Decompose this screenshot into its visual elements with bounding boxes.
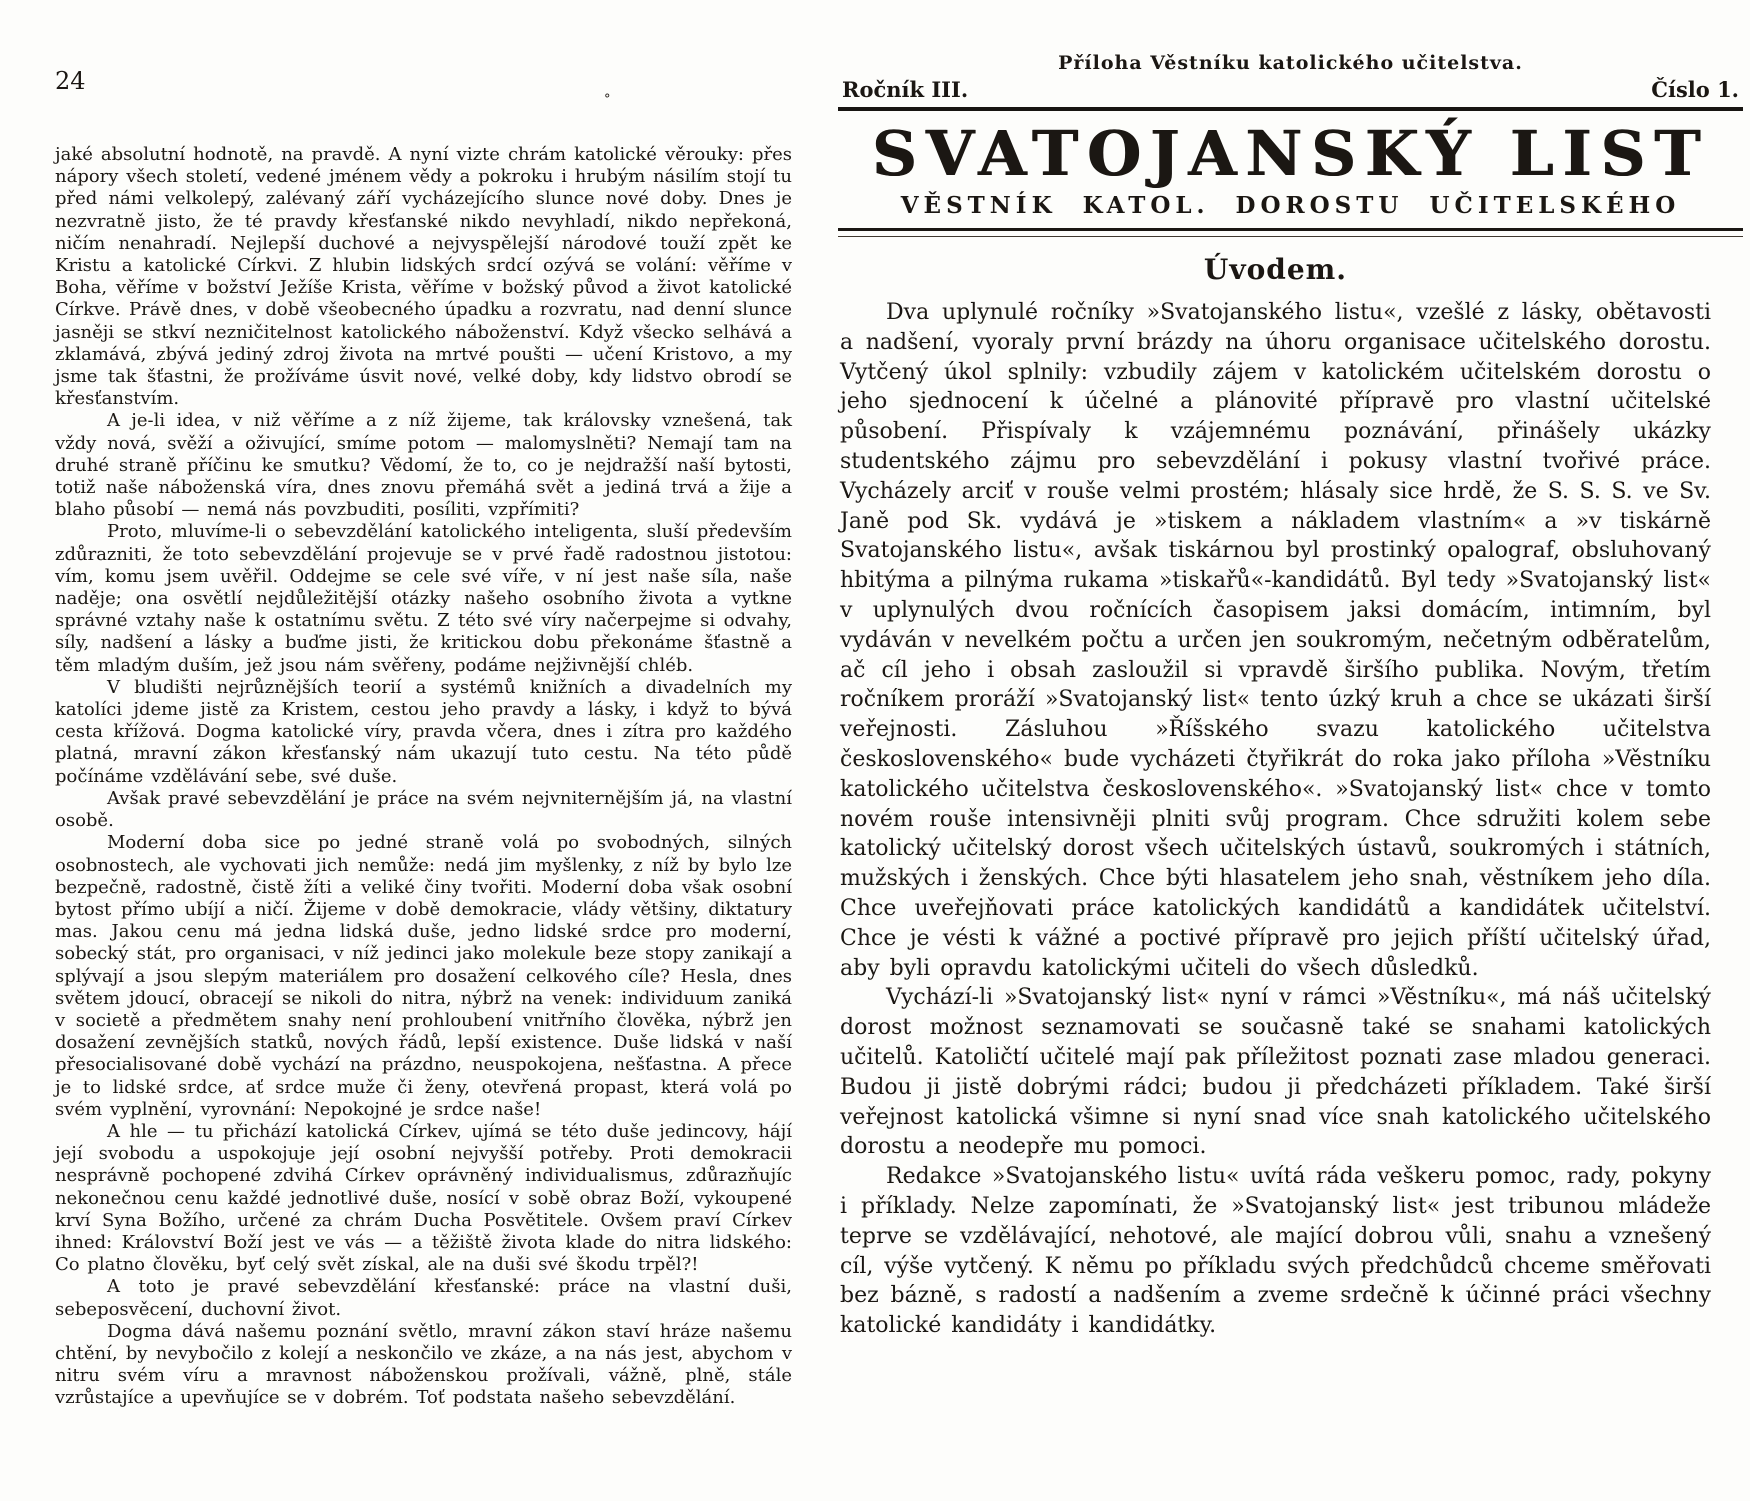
paragraph: A hle — tu přichází katolická Církev, ujímá se této duše jedincovy, hájí její svobodu a uspokojuje její osobní nejvyšší potřeby. Proti demokracii nesprávně pochopené zdvihá Církev oprávněný individualismus, zdůrazňujíc nekonečnou cenu každé jednotlivé duše, nosící v sobě obraz Boží, vykoupené krví Syna Božího, určené za chrám Ducha Posvětitele. Ovšem praví Církev ihned: Království Boží jest ve vás — a těžiště života klade do nitra lidského: Co platno člověku, byť celý svět získal, ale na duši své škodu trpěl?!	[55, 1120, 792, 1276]
volume-issue-row	[838, 77, 1743, 102]
scan-speck: °	[604, 92, 611, 107]
right-page	[838, 52, 1743, 1341]
issue-label: Číslo 1.	[1651, 77, 1739, 102]
publication-subtitle: VĚSTNÍK KATOL. DOROSTU UČITELSKÉHO	[900, 192, 1681, 220]
paragraph: Redakce »Svatojanského listu« uvítá ráda veškeru pomoc, rady, pokyny i příklady. Nelze zapomínati, že »Svatojanský list« jest tribunou mládeže teprve se vzdělávající, nehotové, ale mající dobrou vůli, snahu a vznešený cíl, výše vytčený. K němu po příkladu svých předchůdců chceme směřovati bez bázně, s radostí a nadšením a zveme srdečně k účinné práci všechny katolické kandidáty i kandidátky.	[840, 1164, 1711, 1339]
article-heading: Úvodem.	[1203, 253, 1348, 287]
page-number: 24	[55, 67, 86, 95]
paragraph: Proto, mluvíme-li o sebevzdělání katolického inteligenta, sluší především zdůrazniti, že toto sebevzdělání projevuje se v prvé řadě radostnou jistotou: vím, komu jsem uvěřil. Oddejme se cele své víře, v ní jest naše síla, naše naděje; ona osvětlí nejdůležitější otázky našeho osobního života a vytkne správné vztahy naše k ostatnímu světu. Z této své víry načerpejme si odvahy, síly, nadšení a lásky a buďme jisti, že kritickou dobu překonáme šťastně a těm mladým duším, jež jsou nám svěřeny, podáme nejživnější chléb.	[55, 521, 792, 676]
paragraph: jaké absolutní hodnotě, na pravdě. A nyní vizte chrám katolické věrouky: přes nápory všech století, vedené jménem vědy a pokroku i hrubým násilím stojí tu před námi velkolepý, zalévaný září vycházejícího slunce nové doby. Dnes je nezvratně jisto, že té pravdy křesťanské nikdo nevyhladí, nikdo nepřekoná, ničím nenahradí. Nejlepší duchové a nejvyspělejší národové touží zpět ke Kristu a katolické Církvi. Z hlubin lidských srdcí ozývá se volání: věříme v Boha, věříme v božství Ježíše Krista, věříme v božský původ a život katolické Církve. Právě dnes, v době všeobecného úpadku a rozvratu, nad denní slunce jasněji se stkví nezničitelnost katolického náboženství. Když všecko selhává a zklamává, zbývá jediný zdroj života na mrtvé poušti — učení Kristovo, a my jsme tak šťastni, že prožíváme úsvit nové, velké doby, kdy lidstvo obrodí se křesťanstvím.	[55, 144, 792, 410]
paragraph: A toto je pravé sebevzdělání křesťanské: práce na vlastní duši, sebeposvěcení, duchovní život.	[55, 1276, 792, 1320]
masthead-supertitle: Příloha Věstníku katolického učitelstva.	[1058, 52, 1523, 74]
paragraph: V bludišti nejrůznějších teorií a systémů knižních a divadelních my katolíci jdeme jistě za Kristem, cestou jeho pravdy a lásky, i když to bývá cesta křížová. Dogma katolické víry, pravda včera, dnes i zítra pro každého platná, mravní zákon křesťanský nám ukazují tuto cestu. Na této půdě počínáme vzdělávání sebe, své duše.	[55, 676, 792, 787]
publication-title: SVATOJANSKÝ LIST	[871, 117, 1710, 190]
paragraph: Dogma dává našemu poznání světlo, mravní zákon staví hráze našemu chtění, by nevybočilo z kolejí a neskončilo ve zkáze, a na nás jest, abychom v nitru svém víru a mravnost náboženskou prožívali, vážně, plně, stále vzrůstajíce a upevňujíce se v dobrém. Toť podstata našeho sebevzdělání.	[55, 1320, 792, 1409]
paragraph: A je-li idea, v niž věříme a z níž žijeme, tak královsky vznešená, tak vždy nová, svěží a oživující, smíme potom — malomyslněti? Nemají tam na druhé straně příčinu ke smutku? Vědomí, že to, co je nejdražší naší bytosti, totiž naše náboženská víra, dnes znovu přemáhá svět a jediná trvá a žije a blaho působí — nemá nás povzbuditi, posíliti, vzpřímiti?	[55, 410, 792, 521]
paragraph: Dva uplynulé ročníky »Svatojanského listu«, vzešlé z lásky, obětavosti a nadšení, vyoraly první brázdy na úhoru organisace učitelského dorostu. Vytčený úkol splnily: vzbudily zájem v katolickém učitelském dorostu o jeho sjednocení k účelné a plánovité přípravě pro vlastní učitelské působení. Přispívaly k vzájemnému poznávání, přinášely ukázky studentského zájmu pro sebevzdělání i pokusy vlastní tvořivé práce. Vycházely arciť v rouše velmi prostém; hlásaly sice hrdě, že S. S. S. ve Sv. Janě pod Sk. vydává je »tiskem a nákladem vlastním« a »v tiskárně Svatojanského listu«, avšak tiskárnou byl prostinký opalograf, obsluhovaný hbitýma a pilnýma rukama »tiskařů«-kandidátů. Byl tedy »Svatojanský list« v uplynulých dvou ročnících časopisem jaksi domácím, intimním, byl vydáván v nevelkém počtu a určen jen soukromým, nečetným odběratelům, ač cíl jeho i obsah zasloužil si vpravdě širšího publika. Novým, třetím ročníkem proráží »Svatojanský list« tento úzký kruh a chce se ukázati širší veřejnosti. Zásluhou »Říšského svazu katolického učitelstva československého« bude vycházeti čtyřikrát do roka jako příloha »Věstníku katolického učitelstva československého«. »Svatojanský list« chce v tomto novém rouše intensivněji plniti svůj program. Chce sdružiti kolem sebe katolický učitelský dorost všech učitelských ústavů, soukromých i státních, mužských i ženských. Chce býti hlasatelem jeho snah, věstníkem jeho díla. Chce uveřejňovati práce katolických kandidátů a kandidátek učitelství. Chce je vésti k vážné a poctivé přípravě pro jejich příští učitelský úřad, aby byli opravdu katolickými učiteli do všech důsledků.	[840, 300, 1711, 981]
left-page-body	[55, 144, 792, 1410]
volume-label: Ročník III.	[842, 77, 969, 102]
masthead-bottom-rule	[838, 228, 1743, 237]
masthead-rule	[838, 107, 1743, 111]
paragraph: Moderní doba sice po jedné straně volá po svobodných, silných osobnostech, ale vychovati jich nemůže: nedá jim myšlenky, z níž by bylo lze bezpečně, radostně, čistě žíti a veliké činy tvořiti. Moderní doba však osobní bytost přímo ubíjí a ničí. Žijeme v době demokracie, vlády většiny, diktatury mas. Jakou cenu má jedna lidská duše, jedno lidské srdce pro moderní, sobecký stát, pro organisaci, v níž jedinci jako molekule beze stopy zanikají a splývají a jsou slepým materiálem pro dosažení celkového cíle? Hesla, dnes světem jdoucí, obracejí se nikoli do nitra, nýbrž na venek: individuum zaniká v societě a předmětem snahy není prohloubení vnitřního člověka, nýbrž jen dosažení zevnějších statků, nových řádů, lepší existence. Duše lidská v naší přesocialisované době vychází na prázdno, neuspokojena, nešťastna. A přece je to lidské srdce, ať srdce muže či ženy, otevřená propast, která volá po svém vyplnění, vyrovnání: Nepokojné je srdce naše!	[55, 832, 792, 1120]
paragraph: Avšak pravé sebevzdělání je práce na svém nejvniternějším já, na vlastní osobě.	[55, 787, 792, 832]
masthead	[838, 52, 1743, 237]
left-page	[55, 68, 792, 1410]
paragraph: Vychází-li »Svatojanský list« nyní v rámci »Věstníku«, má náš učitelský dorost možnost seznamovati se současně také se snahami katolických učitelů. Katoličtí učitelé mají pak příležitost poznati zase mladou generaci. Budou ji jistě dobrými rádci; budou ji předcházeti příkladem. Také širší veřejnost katolická všimne si nyní snad více snah katolického učitelského dorostu a neodepře mu pomoci.	[840, 985, 1711, 1160]
lead-article	[840, 253, 1711, 1341]
